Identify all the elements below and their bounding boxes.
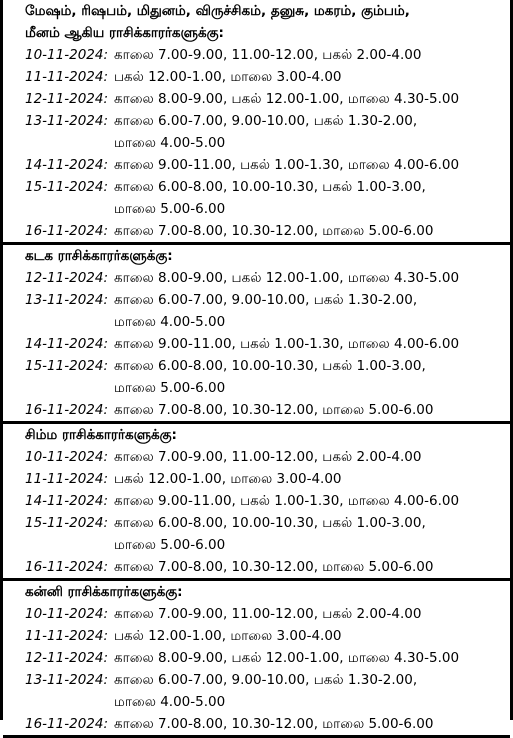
row-times: காலை 7.00-8.00, 10.30-12.00, மாலை 5.00-6.00 (114, 402, 434, 418)
schedule-row (3, 110, 510, 132)
row-times: காலை 8.00-9.00, பகல் 12.00-1.00, மாலை 4.30-5.00 (114, 270, 460, 286)
rasi-section (3, 581, 510, 738)
rasi-section (3, 0, 510, 245)
schedule-row (3, 66, 510, 88)
row-times-continued: மாலை 5.00-6.00 (114, 380, 226, 396)
schedule-row (3, 490, 510, 512)
row-times: காலை 6.00-7.00, 9.00-10.00, பகல் 1.30-2.00, (114, 292, 418, 308)
row-date: 15-11-2024: (25, 515, 109, 531)
row-date: 13-11-2024: (25, 113, 109, 129)
row-times-continued: மாலை 5.00-6.00 (114, 201, 226, 217)
row-times: பகல் 12.00-1.00, மாலை 3.00-4.00 (114, 69, 342, 85)
schedule-row (3, 154, 510, 176)
schedule-row (3, 355, 510, 377)
row-times: காலை 8.00-9.00, பகல் 12.00-1.00, மாலை 4.30-5.00 (114, 91, 460, 107)
row-date: 16-11-2024: (25, 559, 109, 575)
row-times: பகல் 12.00-1.00, மாலை 3.00-4.00 (114, 628, 342, 644)
row-times: காலை 6.00-8.00, 10.00-10.30, பகல் 1.00-3.00, (114, 179, 426, 195)
row-times: காலை 9.00-11.00, பகல் 1.00-1.30, மாலை 4.00-6.00 (114, 157, 460, 173)
row-date: 10-11-2024: (25, 449, 109, 465)
row-times: காலை 9.00-11.00, பகல் 1.00-1.30, மாலை 4.00-6.00 (114, 336, 460, 352)
row-times: காலை 7.00-9.00, 11.00-12.00, பகல் 2.00-4.00 (114, 47, 422, 63)
schedule-row (3, 669, 510, 691)
row-times-continued: மாலை 5.00-6.00 (114, 537, 226, 553)
schedule-row (3, 220, 510, 242)
row-times-continued: மாலை 4.00-5.00 (114, 694, 226, 710)
row-date: 12-11-2024: (25, 270, 109, 286)
row-date: 16-11-2024: (25, 402, 109, 418)
schedule-row (3, 647, 510, 669)
row-times: காலை 7.00-9.00, 11.00-12.00, பகல் 2.00-4.00 (114, 606, 422, 622)
row-times: பகல் 12.00-1.00, மாலை 3.00-4.00 (114, 471, 342, 487)
row-date: 10-11-2024: (25, 47, 109, 63)
schedule-row (3, 44, 510, 66)
schedule-row (3, 512, 510, 534)
row-date: 14-11-2024: (25, 493, 109, 509)
schedule-row (3, 625, 510, 647)
schedule-row (3, 88, 510, 110)
row-times: காலை 6.00-7.00, 9.00-10.00, பகல் 1.30-2.00, (114, 672, 418, 688)
row-date: 11-11-2024: (25, 628, 109, 644)
schedule-row (3, 267, 510, 289)
row-date: 12-11-2024: (25, 91, 109, 107)
row-date: 15-11-2024: (25, 358, 109, 374)
section-heading: மேஷம், ரிஷபம், மிதுனம், விருச்சிகம், தனுசு, மகரம், கும்பம், (25, 3, 410, 19)
row-date: 12-11-2024: (25, 650, 109, 666)
row-times-continued: மாலை 4.00-5.00 (114, 314, 226, 330)
section-heading: மீனம் ஆகிய ராசிக்காரர்களுக்கு: (25, 25, 224, 41)
row-date: 11-11-2024: (25, 471, 109, 487)
row-times: காலை 6.00-8.00, 10.00-10.30, பகல் 1.00-3.00, (114, 515, 426, 531)
row-date: 16-11-2024: (25, 716, 109, 732)
schedule-row (3, 556, 510, 578)
row-date: 14-11-2024: (25, 157, 109, 173)
row-date: 10-11-2024: (25, 606, 109, 622)
row-times: காலை 9.00-11.00, பகல் 1.00-1.30, மாலை 4.00-6.00 (114, 493, 460, 509)
schedule-row (3, 176, 510, 198)
schedule-row (3, 399, 510, 421)
row-times: காலை 7.00-8.00, 10.30-12.00, மாலை 5.00-6.00 (114, 716, 434, 732)
row-times-continued: மாலை 4.00-5.00 (114, 135, 226, 151)
schedule-row (3, 333, 510, 355)
row-times: காலை 6.00-7.00, 9.00-10.00, பகல் 1.30-2.00, (114, 113, 418, 129)
section-heading: கன்னி ராசிக்காரர்களுக்கு: (25, 584, 183, 600)
row-date: 16-11-2024: (25, 223, 109, 239)
row-date: 14-11-2024: (25, 336, 109, 352)
rasi-section (3, 245, 510, 424)
row-times: காலை 8.00-9.00, பகல் 12.00-1.00, மாலை 4.30-5.00 (114, 650, 460, 666)
row-date: 15-11-2024: (25, 179, 109, 195)
schedule-row (3, 603, 510, 625)
row-times: காலை 7.00-8.00, 10.30-12.00, மாலை 5.00-6.00 (114, 559, 434, 575)
schedule-row (3, 468, 510, 490)
row-times: காலை 6.00-8.00, 10.00-10.30, பகல் 1.00-3.00, (114, 358, 426, 374)
schedule-row (3, 446, 510, 468)
row-times: காலை 7.00-8.00, 10.30-12.00, மாலை 5.00-6.00 (114, 223, 434, 239)
section-heading: சிம்ம ராசிக்காரர்களுக்கு: (25, 427, 177, 443)
schedule-row (3, 713, 510, 735)
section-heading: கடக ராசிக்காரர்களுக்கு: (25, 248, 173, 264)
row-date: 11-11-2024: (25, 69, 109, 85)
row-date: 13-11-2024: (25, 292, 109, 308)
row-date: 13-11-2024: (25, 672, 109, 688)
row-times: காலை 7.00-9.00, 11.00-12.00, பகல் 2.00-4.00 (114, 449, 422, 465)
schedule-row (3, 289, 510, 311)
rasi-section (3, 424, 510, 581)
